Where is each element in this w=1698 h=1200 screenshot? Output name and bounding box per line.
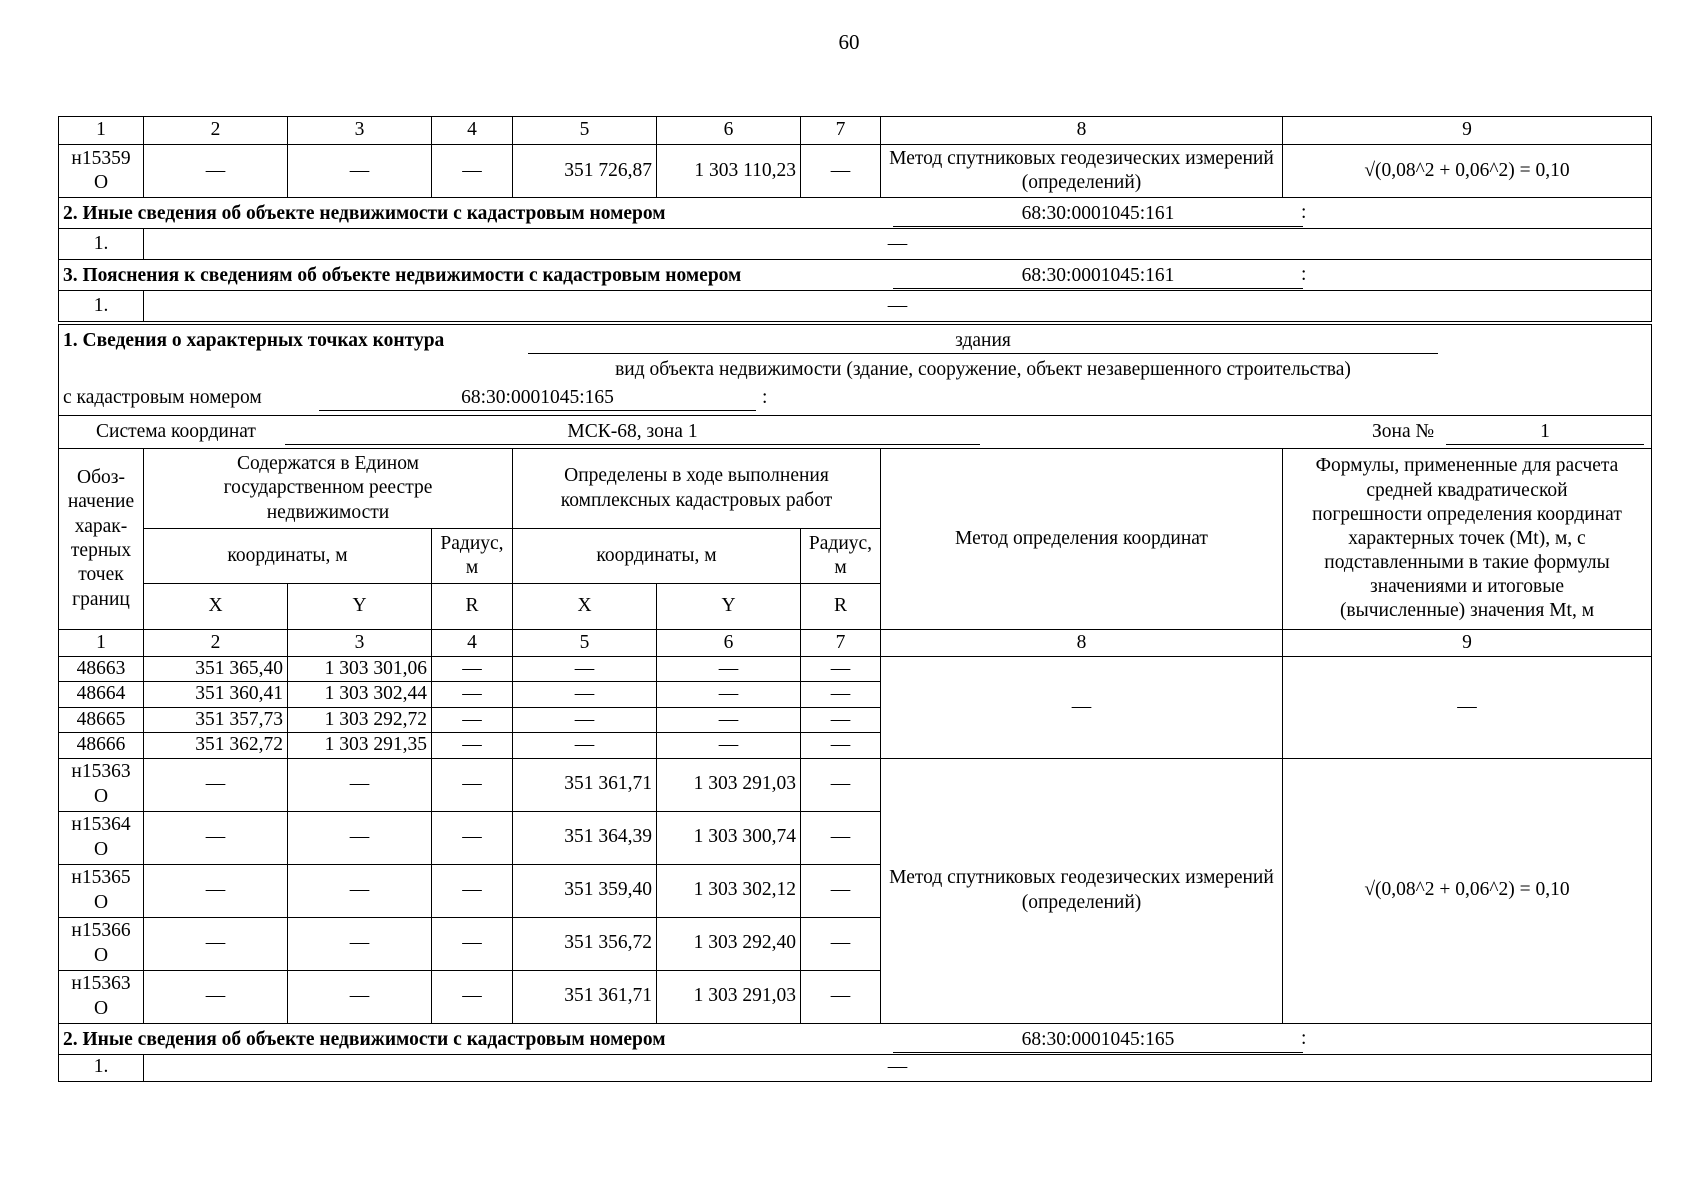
section-header-row [59, 198, 1652, 229]
r-header: R [432, 584, 513, 630]
r-determined: — [801, 811, 881, 864]
r-egrn: — [432, 864, 513, 917]
coord-system-value: МСК-68, зона 1 [285, 420, 980, 445]
r-determined: — [801, 682, 881, 707]
x-determined: 351 364,39 [513, 811, 657, 864]
x-determined: 351 726,87 [513, 145, 657, 198]
y-header: Y [288, 584, 432, 630]
table-row [59, 145, 1652, 198]
section-title: 2. Иные сведения об объекте недвижимости с кадастровым номером [63, 1028, 666, 1050]
x-determined: — [513, 707, 657, 732]
col-number: 7 [801, 630, 881, 657]
col-number: 9 [1283, 117, 1652, 145]
table-row [59, 291, 1652, 324]
point-name: н15366 О [59, 917, 144, 970]
x-egrn: — [144, 758, 288, 811]
point-name: н15363 О [59, 758, 144, 811]
y-egrn: — [288, 811, 432, 864]
table-row [59, 1054, 1652, 1081]
column-number-row [59, 630, 1652, 657]
formula-header: Формулы, примененные для расчета средней квадратической погрешности определения координат характерных точек (Mt), м, с подставленными в такие формулы значениями и итоговые (вычисленные) значения Mt, м [1283, 449, 1652, 630]
r-determined: — [801, 145, 881, 198]
object-kind-hint: вид объекта недвижимости (здание, сооружение, объект незавершенного строительства) [615, 359, 1351, 380]
y-egrn: 1 303 292,72 [288, 707, 432, 732]
r-determined: — [801, 917, 881, 970]
r-egrn: — [432, 145, 513, 198]
y-egrn: — [288, 145, 432, 198]
coord-system-row [59, 416, 1652, 449]
row-number: 1. [59, 229, 144, 260]
egrn-header: Содержатся в Едином государственном реестре недвижимости [144, 449, 513, 529]
colon: : [1301, 1027, 1307, 1049]
x-egrn: 351 360,41 [144, 682, 288, 707]
x-egrn: — [144, 864, 288, 917]
col-number: 1 [59, 117, 144, 145]
object-kind: здания [528, 329, 1438, 354]
method-cell: Метод спутниковых геодезических измерений (определений) [881, 145, 1283, 198]
r-determined: — [801, 970, 881, 1023]
colon: : [1301, 202, 1307, 223]
method-cell: — [881, 657, 1283, 759]
y-egrn: 1 303 302,44 [288, 682, 432, 707]
formula-cell: √(0,08^2 + 0,06^2) = 0,10 [1283, 145, 1652, 198]
col-number: 4 [432, 117, 513, 145]
zone-label: Зона № [1372, 421, 1435, 442]
point-name: н15363 О [59, 970, 144, 1023]
y-egrn: — [288, 864, 432, 917]
col-number: 6 [657, 630, 801, 657]
y-egrn: 1 303 301,06 [288, 657, 432, 682]
point-name: 48665 [59, 707, 144, 732]
x-egrn: 351 365,40 [144, 657, 288, 682]
r-header: R [801, 584, 881, 630]
point-designation-header: Обоз- начение харак- терных точек границ [59, 449, 144, 630]
method-cell: Метод спутниковых геодезических измерений (определений) [881, 758, 1283, 1023]
point-name: 48666 [59, 733, 144, 758]
x-egrn: 351 362,72 [144, 733, 288, 758]
r-egrn: — [432, 682, 513, 707]
determined-header: Определены в ходе выполнения комплексных кадастровых работ [513, 449, 881, 529]
r-egrn: — [432, 657, 513, 682]
row-value: — [144, 1054, 1652, 1081]
section-header-row [59, 1023, 1652, 1054]
r-egrn: — [432, 917, 513, 970]
r-egrn: — [432, 733, 513, 758]
cadastral-number: 68:30:0001045:165 [893, 1028, 1303, 1053]
r-egrn: — [432, 970, 513, 1023]
coord-system-label: Система координат [96, 421, 256, 442]
col-number: 2 [144, 630, 288, 657]
colon: : [1301, 264, 1307, 285]
col-number: 8 [881, 117, 1283, 145]
r-determined: — [801, 864, 881, 917]
x-determined: 351 361,71 [513, 758, 657, 811]
y-determined: — [657, 707, 801, 732]
section-title: 3. Пояснения к сведениям об объекте недвижимости с кадастровым номером [63, 265, 742, 286]
r-egrn: — [432, 811, 513, 864]
point-name: н15359 О [59, 145, 144, 198]
y-determined: 1 303 110,23 [657, 145, 801, 198]
x-determined: — [513, 733, 657, 758]
r-determined: — [801, 657, 881, 682]
cadastral-number: 68:30:0001045:165 [319, 386, 756, 411]
r-egrn: — [432, 758, 513, 811]
header-row [59, 449, 1652, 529]
r-determined: — [801, 758, 881, 811]
x-determined: 351 356,72 [513, 917, 657, 970]
y-egrn: — [288, 970, 432, 1023]
page-number: 60 [838, 30, 860, 54]
y-determined: 1 303 291,03 [657, 970, 801, 1023]
r-determined: — [801, 733, 881, 758]
table-row [59, 229, 1652, 260]
cadastral-number: 68:30:0001045:161 [893, 264, 1303, 289]
col-number: 5 [513, 117, 657, 145]
x-determined: — [513, 682, 657, 707]
col-number: 6 [657, 117, 801, 145]
x-determined: — [513, 657, 657, 682]
coordinates-table [58, 116, 1652, 1082]
x-egrn: — [144, 970, 288, 1023]
point-name: 48664 [59, 682, 144, 707]
col-number: 5 [513, 630, 657, 657]
table-row [59, 657, 1652, 682]
y-determined: 1 303 300,74 [657, 811, 801, 864]
cadastral-label: с кадастровым номером [63, 387, 262, 408]
col-number: 3 [288, 117, 432, 145]
col-number: 9 [1283, 630, 1652, 657]
y-header: Y [657, 584, 801, 630]
x-egrn: 351 357,73 [144, 707, 288, 732]
x-header: X [513, 584, 657, 630]
x-egrn: — [144, 917, 288, 970]
col-number: 7 [801, 117, 881, 145]
y-determined: — [657, 682, 801, 707]
row-value: — [144, 291, 1652, 324]
y-determined: — [657, 657, 801, 682]
row-value: — [144, 229, 1652, 260]
col-number: 8 [881, 630, 1283, 657]
cadastral-number: 68:30:0001045:161 [893, 202, 1303, 227]
formula-cell: — [1283, 657, 1652, 759]
table-row [59, 758, 1652, 811]
y-determined: 1 303 292,40 [657, 917, 801, 970]
row-number: 1. [59, 1054, 144, 1081]
zone-value: 1 [1446, 420, 1644, 445]
y-egrn: — [288, 917, 432, 970]
column-number-row [59, 117, 1652, 145]
coords-header: координаты, м [513, 529, 801, 584]
col-number: 1 [59, 630, 144, 657]
coords-header: координаты, м [144, 529, 432, 584]
section-header-row [59, 260, 1652, 291]
radius-header: Радиус, м [801, 529, 881, 584]
row-number: 1. [59, 291, 144, 324]
block-title: 1. Сведения о характерных точках контура [63, 330, 445, 351]
method-header: Метод определения координат [881, 449, 1283, 630]
y-determined: — [657, 733, 801, 758]
x-egrn: — [144, 811, 288, 864]
point-name: н15364 О [59, 811, 144, 864]
x-determined: 351 361,71 [513, 970, 657, 1023]
y-egrn: — [288, 758, 432, 811]
block-header-row [59, 323, 1652, 416]
x-egrn: — [144, 145, 288, 198]
formula-cell: √(0,08^2 + 0,06^2) = 0,10 [1283, 758, 1652, 1023]
y-determined: 1 303 291,03 [657, 758, 801, 811]
r-determined: — [801, 707, 881, 732]
x-determined: 351 359,40 [513, 864, 657, 917]
point-name: н15365 О [59, 864, 144, 917]
col-number: 4 [432, 630, 513, 657]
point-name: 48663 [59, 657, 144, 682]
col-number: 3 [288, 630, 432, 657]
colon: : [762, 387, 768, 408]
y-egrn: 1 303 291,35 [288, 733, 432, 758]
col-number: 2 [144, 117, 288, 145]
y-determined: 1 303 302,12 [657, 864, 801, 917]
section-title: 2. Иные сведения об объекте недвижимости с кадастровым номером [63, 203, 666, 224]
x-header: X [144, 584, 288, 630]
radius-header: Радиус, м [432, 529, 513, 584]
r-egrn: — [432, 707, 513, 732]
